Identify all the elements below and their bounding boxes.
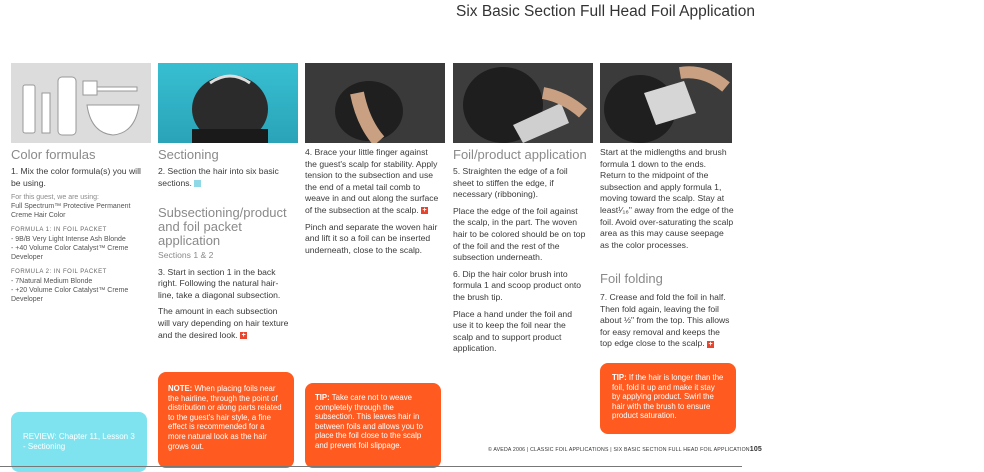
page-title: Six Basic Section Full Head Foil Application [456, 3, 755, 20]
tip-text-2: If the hair is longer than the foil, fold it up and make it stay by applying product. Swirl the hair with the brush to ensure product saturation. [612, 373, 724, 421]
tools-illustration [11, 63, 151, 143]
plus-icon [194, 180, 201, 187]
heading-foil-folding: Foil folding [600, 271, 663, 286]
page-footer [488, 446, 762, 453]
heading-color-formulas: Color formulas [11, 147, 96, 162]
para-place-foil: Place the edge of the foil against the scalp, in the part. The woven hair to be colored should be on top of the foil and the rest of the subsection underneath. [453, 205, 586, 263]
product-line: Full Spectrum™ Protective Permanent Creme Hair Color [11, 202, 131, 219]
plus-icon: + [422, 207, 427, 215]
formula-2-a: - 7Natural Medium Blonde [11, 278, 93, 286]
tip-text: Take care not to weave completely through the subsection. This leaves hair in between foils and allows you to place the foil close to the scalp and prevent foil slippage. [315, 393, 423, 450]
plus-icon: + [708, 340, 713, 348]
step-7: 7. Crease and fold the foil in half. Then fold again, leaving the foil about ½" from the top. This allows for easy removal and keeps the top edge close to the scalp. [600, 292, 730, 349]
page-number: 105 [749, 446, 763, 453]
para-pinch: Pinch and separate the woven hair and lift it so a foil can be inserted underneath, close to the scalp. [305, 221, 438, 255]
formula-1-a: - 9B/B Very Light Intense Ash Blonde [11, 236, 126, 244]
step-5: 5. Straighten the edge of a foil sheet to stiffen the edge, if necessary (ribboning). [453, 166, 568, 200]
para-amount: The amount in each subsection will vary depending on hair texture and the desired look. [158, 306, 289, 340]
step-4: 4. Brace your little finger against the guest's scalp for stability. Apply tension to the subsection and use the end of a metal tail comb to weave in and out along the surface of the subsection at the scalp. [305, 147, 439, 215]
formula-2-b: - +20 Volume Color Catalyst™ Creme Developer [11, 286, 129, 303]
tip-label: TIP: [315, 393, 330, 402]
plus-icon: + [241, 331, 246, 339]
formula-1-label: FORMULA 1: IN FOIL PACKET [11, 226, 107, 233]
note-label: NOTE: [168, 384, 193, 393]
footer-text: © AVEDA 2006 | CLASSIC FOIL APPLICATIONS | SIX BASIC SECTION FULL HEAD FOIL APPLICATION [488, 447, 750, 453]
para-midlengths: Start at the midlengths and brush formula 1 down to the ends. Return to the midpoint of the subsection and apply formula 1, moving toward the scalp. Stay at least¹⁄₁₆" away from the edge of the foil. Avoid over-saturating the scalp area as this may cause seepage as the color processes. [600, 147, 734, 250]
heading-subsectioning: Subsectioning/product and foil packet application [158, 205, 287, 248]
salon-photo [305, 63, 445, 143]
heading-foil-product: Foil/product application [453, 147, 587, 162]
salon-photo [600, 63, 732, 143]
salon-photo [453, 63, 593, 143]
para-support: Place a hand under the foil and use it to keep the foil near the scalp and to support product application. [453, 308, 572, 354]
guest-intro: For this guest, we are using: [11, 194, 99, 202]
formula-1-b: - +40 Volume Color Catalyst™ Creme Developer [11, 244, 129, 261]
tip-callout [305, 383, 441, 468]
note-callout [158, 372, 294, 468]
step-6: 6. Dip the hair color brush into formula 1 and scoop product onto the brush tip. [453, 268, 582, 302]
step-3: 3. Start in section 1 in the back right. Following the natural hair-line, take a diagonal subsection. [158, 266, 281, 300]
step-1: 1. Mix the color formula(s) you will be using. [11, 166, 141, 188]
salon-photo [158, 63, 298, 143]
footer-rule [0, 466, 742, 467]
heading-sectioning: Sectioning [158, 147, 219, 162]
note-text: When placing foils near the hairline, through the point of distribution or along parts related to the guest's hair style, a fine effect is recommended for a more natural look as the hair grows out. [168, 384, 282, 451]
subhead-sections: Sections 1 & 2 [158, 250, 214, 260]
review-callout: REVIEW: Chapter 11, Lesson 3 - Sectioning [11, 412, 147, 472]
tip-callout-2 [600, 363, 736, 434]
formula-2-label: FORMULA 2: IN FOIL PACKET [11, 268, 107, 275]
tip-label-2: TIP: [612, 373, 627, 382]
step-2: 2. Section the hair into six basic sections. [158, 166, 279, 188]
